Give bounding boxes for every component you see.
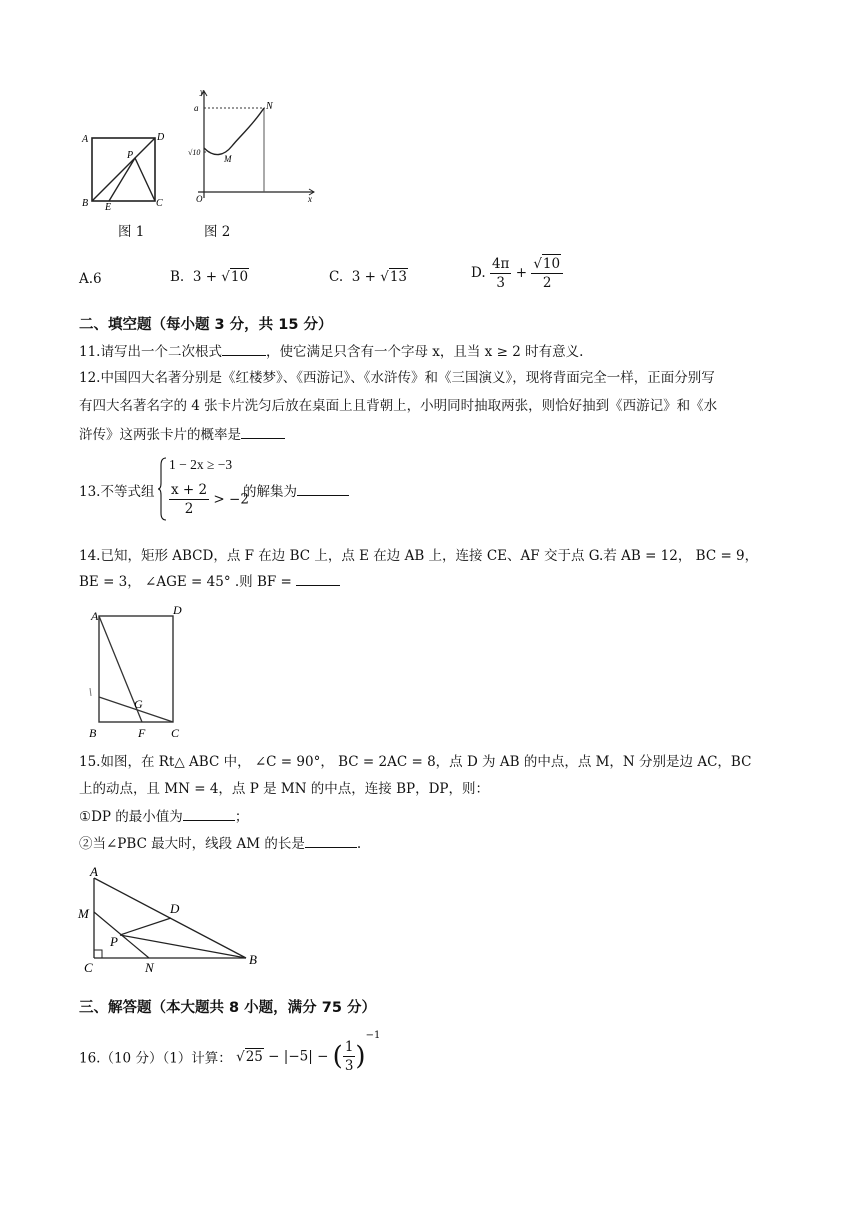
q11-text-b: ，使它满足只含有一个字母 x，且当 x ≥ 2 时有意义.	[265, 344, 584, 360]
figure-1-caption: 图 1	[118, 224, 145, 240]
q15-part1-end: ；	[234, 809, 249, 825]
q15-fig-label-m: M	[78, 906, 89, 921]
option-d-den-1: 3	[496, 274, 505, 291]
figure-q14	[82, 600, 194, 742]
fig1-label-b: B	[82, 198, 89, 209]
figure-2-caption: 图 2	[204, 224, 231, 240]
q16-right-paren: )	[355, 1041, 366, 1072]
fig2-label-sqrt10: √10	[188, 148, 201, 157]
fig2-label-m: M	[224, 154, 232, 164]
q14-fig-label-f: F	[138, 726, 146, 740]
q15-part1-text: ①DP 的最小值为	[79, 809, 183, 825]
q15-fig-label-p: P	[110, 934, 118, 949]
fig2-label-n: N	[266, 101, 273, 112]
option-d-plus: +	[515, 265, 528, 281]
q13-brace	[158, 457, 168, 521]
q15-fig-label-d: D	[170, 901, 180, 916]
q13-inequality-1: 1 − 2x ≥ −3	[169, 457, 233, 472]
option-d-num-1: 4π	[491, 255, 510, 272]
option-c-prefix: C.	[329, 269, 344, 285]
q15-part-1	[79, 806, 248, 827]
option-d-den-2: 2	[542, 275, 552, 291]
q14-line-1: 14.已知，矩形 ABCD，点 F 在边 BC 上，点 E 在边 AB 上，连接 CE、AF 交于点 G.若 AB = 12， BC = 9，	[79, 548, 759, 564]
option-d-num-2: √10	[531, 254, 563, 274]
option-d-fraction-1	[490, 255, 511, 292]
q16-frac-num: 1	[344, 1039, 354, 1055]
q15-part-2	[79, 833, 361, 854]
q11-answer-blank[interactable]	[222, 341, 266, 356]
fig1-label-p: P	[127, 150, 134, 161]
q13-inequality-2	[169, 481, 249, 518]
q16-prefix: 16.（10 分）（1）计算：	[79, 1050, 232, 1067]
option-b-int: 3 +	[192, 269, 218, 285]
fig2-label-x: x	[308, 194, 312, 204]
fig1-label-a: A	[82, 134, 89, 145]
q16-sqrt: √25	[236, 1049, 263, 1065]
q15-fig-label-c: C	[84, 960, 93, 975]
q15-part2-blank[interactable]	[305, 833, 357, 848]
option-c-int: 3 +	[351, 269, 376, 285]
q14-text: BE = 3， ∠AGE = 45° .则 BF =	[79, 574, 292, 590]
q13-frac-num: x + 2	[171, 482, 208, 498]
option-b: B. 3 + √10	[170, 269, 249, 285]
option-a: A.6	[79, 271, 102, 287]
q15-fig-label-b: B	[249, 952, 257, 967]
option-d-radicand: 10	[542, 256, 561, 272]
q16-frac-den: 3	[344, 1058, 354, 1074]
fig1-label-e: E	[105, 202, 112, 212]
q14-fig-label-g: G	[134, 697, 143, 711]
q13-ineq2-rest: > −2	[213, 491, 249, 508]
q14-fig-label-d: D	[173, 603, 182, 617]
q12-answer-blank[interactable]	[241, 424, 285, 439]
q15-fig-label-a: A	[90, 864, 98, 879]
fig2-label-a: a	[194, 103, 199, 113]
q12-line-3	[79, 424, 285, 445]
figure-1	[80, 128, 172, 212]
option-b-prefix: B.	[170, 269, 185, 285]
section-2-title: 二、填空题（每小题 3 分，共 15 分）	[79, 317, 333, 333]
option-d-fraction-2	[531, 254, 563, 292]
q16-fraction	[343, 1038, 356, 1075]
q13-fraction	[169, 481, 209, 518]
q12-text: 浒传》这两张卡片的概率是	[79, 427, 241, 443]
option-b-radicand: 10	[230, 269, 249, 285]
q14-fig-label-c: C	[171, 726, 180, 740]
q16-exponent: −1	[365, 1030, 381, 1041]
q14-fig-label-a: A	[91, 609, 99, 623]
q15-part2-text: ②当∠PBC 最大时，线段 AM 的长是	[79, 836, 305, 852]
q15-fig-label-n: N	[145, 960, 154, 975]
question-13	[79, 455, 399, 525]
option-c-radicand: 13	[389, 269, 408, 285]
q13-frac-den: 2	[184, 501, 194, 517]
q16-left-paren: (	[332, 1041, 343, 1072]
fig1-label-c: C	[156, 198, 163, 209]
q12-line-1: 12.中国四大名著分别是《红楼梦》、《西游记》、《水浒传》和《三国演义》，现将背面完全一样，正面分别写	[79, 370, 715, 386]
option-c: C. 3 + √13	[329, 269, 408, 285]
question-11	[79, 341, 583, 362]
fig2-label-o: O	[196, 194, 203, 204]
q15-line-2: 上的动点，且 MN = 4，点 P 是 MN 的中点，连接 BP，DP，则：	[79, 781, 489, 797]
fig2-label-y: y	[200, 88, 204, 96]
q14-line-2	[79, 571, 340, 592]
q15-line-1: 15.如图，在 Rt△ ABC 中， ∠C = 90°， BC = 2AC = 8，点 D 为 AB 的中点，点 M，N 分别是边 AC，BC	[79, 754, 752, 770]
q11-text-a: 11.请写出一个二次根式	[79, 344, 222, 360]
q13-suffix-wrap	[243, 480, 349, 500]
q14-fig-label-b: B	[89, 726, 97, 740]
q14-answer-blank[interactable]	[296, 571, 340, 586]
fig1-label-d: D	[157, 132, 165, 143]
q13-prefix: 13.不等式组	[79, 484, 155, 500]
q15-part1-blank[interactable]	[183, 806, 235, 821]
option-d-prefix: D.	[471, 265, 486, 281]
figure-q15	[74, 860, 274, 978]
figure-2	[180, 88, 320, 210]
q13-suffix: 的解集为	[243, 484, 297, 500]
option-d	[471, 254, 563, 292]
q13-answer-blank[interactable]	[297, 481, 349, 496]
question-16	[79, 1030, 380, 1075]
q15-part2-end: .	[356, 836, 362, 852]
section-3-title: 三、解答题（本大题共 8 小题，满分 75 分）	[79, 1000, 376, 1016]
q16-sqrt-arg: 25	[245, 1049, 263, 1065]
q16-middle: − |−5| −	[268, 1048, 329, 1065]
q12-line-2: 有四大名著名字的 4 张卡片洗匀后放在桌面上且背朝上，小明同时抽取两张，则恰好抽到《西游记》和《水	[79, 398, 718, 414]
